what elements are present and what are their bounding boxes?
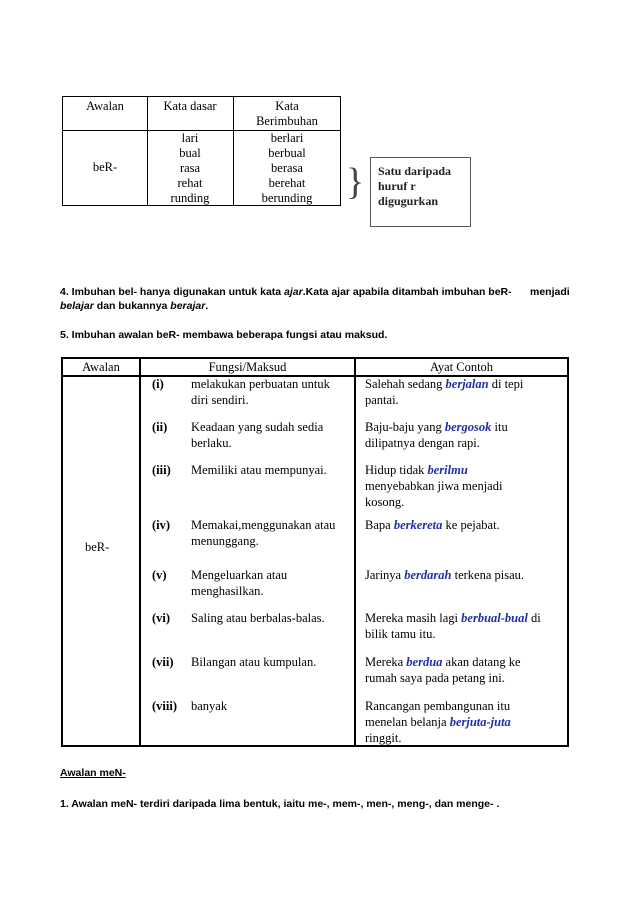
highlighted-word: berilmu [427, 463, 468, 477]
column-divider [354, 359, 356, 745]
kata-dasar-list [147, 131, 233, 206]
text: dan bukannya [93, 300, 171, 312]
row-number: (iv) [152, 518, 171, 532]
paragraph-5: 5. Imbuhan awalan beR- membawa beberapa fungsi atau maksud. [60, 329, 388, 341]
curly-brace-icon: } [346, 161, 365, 203]
text: itu [491, 420, 508, 434]
example-sentence [365, 462, 468, 478]
row-number: (iii) [152, 463, 171, 477]
example-sentence [365, 517, 500, 533]
highlighted-word: berdarah [404, 568, 452, 582]
example-sentence [365, 419, 508, 435]
text: ke pejabat. [442, 518, 500, 532]
example-sentence-cont: rumah saya pada petang ini. [365, 671, 505, 685]
prefix-cell: beR- [92, 160, 118, 174]
paragraph-4-line2 [60, 299, 208, 313]
highlighted-word: berbual-bual [461, 611, 528, 625]
header-kata-berimbuhan: Kata Berimbuhan [256, 99, 318, 128]
fungsi-text: Keadaan yang sudah sedia [191, 420, 324, 434]
highlighted-word: bergosok [444, 420, 492, 434]
fungsi-text: berlaku. [191, 436, 232, 450]
highlighted-word: berkereta [393, 518, 443, 532]
text: di tepi [488, 377, 524, 391]
header-awalan: Awalan [82, 360, 120, 374]
text: Hidup tidak [365, 463, 428, 477]
text: belajar [60, 300, 94, 312]
text: Jarinya [365, 568, 405, 582]
text: akan datang ke [442, 655, 521, 669]
row-number: (viii) [152, 699, 177, 713]
fungsi-text: menghasilkan. [191, 584, 264, 598]
row-number: (vii) [152, 655, 174, 669]
list-item: berasa [271, 161, 303, 175]
example-sentence-cont: ringgit. [365, 731, 402, 745]
fungsi-text: Mengeluarkan atau [191, 568, 288, 582]
list-item: runding [170, 191, 210, 205]
list-item: berlari [270, 131, 304, 145]
fungsi-text: Memiliki atau mempunyai. [191, 463, 327, 477]
fungsi-text: diri sendiri. [191, 393, 249, 407]
fungsi-text: menunggang. [191, 534, 259, 548]
example-sentence [365, 654, 521, 670]
section-heading-men: Awalan meN- [60, 767, 126, 779]
fungsi-text: Memakai,menggunakan atau [191, 518, 336, 532]
callout-note: Satu daripada huruf r digugurkan [370, 157, 471, 227]
example-sentence [365, 610, 541, 626]
example-sentence: Rancangan pembangunan itu [365, 699, 511, 713]
fungsi-text: Bilangan atau kumpulan. [191, 655, 317, 669]
text: di [527, 611, 541, 625]
fungsi-text: banyak [191, 699, 228, 713]
list-item: rasa [179, 161, 201, 175]
list-item: bual [179, 146, 201, 160]
text: Bapa [365, 518, 394, 532]
header-ayat-contoh: Ayat Contoh [429, 360, 494, 374]
text: Baju-baju yang [365, 420, 445, 434]
text: Salehah sedang [365, 377, 446, 391]
list-item: rehat [177, 176, 203, 190]
highlighted-word: berdua [406, 655, 443, 669]
text: Mereka [365, 655, 407, 669]
example-sentence-cont: bilik tamu itu. [365, 627, 436, 641]
text: ajar [284, 286, 303, 298]
example-sentence-cont [365, 714, 511, 730]
text: berajar [170, 300, 206, 312]
list-item: berbual [268, 146, 306, 160]
header-kata-dasar: Kata dasar [163, 99, 217, 113]
column-divider [139, 359, 141, 745]
text: menelan belanja [365, 715, 450, 729]
header-awalan: Awalan [86, 99, 124, 113]
row-number: (v) [152, 568, 167, 582]
table-ber-examples [62, 96, 341, 206]
text: 4. Imbuhan bel- hanya digunakan untuk kata [60, 286, 285, 298]
example-sentence-cont: pantai. [365, 393, 399, 407]
text: .Kata ajar apabila ditambah imbuhan beR- [302, 286, 512, 298]
text: . [205, 300, 209, 312]
list-item: berunding [261, 191, 313, 205]
list-item: berehat [268, 176, 306, 190]
paragraph-4-line1 [60, 285, 512, 299]
table-ber-functions [61, 357, 569, 747]
paragraph-4-menjadi: menjadi [530, 286, 570, 298]
fungsi-text: Saling atau berbalas-balas. [191, 611, 325, 625]
header-fungsi: Fungsi/Maksud [208, 360, 287, 374]
example-sentence [365, 376, 523, 392]
prefix-cell: beR- [85, 540, 110, 554]
example-sentence-cont: kosong. [365, 495, 405, 509]
list-item: lari [181, 131, 199, 145]
text: Mereka masih lagi [365, 611, 462, 625]
fungsi-text: melakukan perbuatan untuk [191, 377, 330, 391]
example-sentence [365, 567, 524, 583]
row-number: (vi) [152, 611, 171, 625]
text: terkena pisau. [451, 568, 525, 582]
row-number: (i) [152, 377, 164, 391]
row-number: (ii) [152, 420, 168, 434]
kata-berimbuhan-list [233, 131, 341, 206]
highlighted-word: berjalan [445, 377, 489, 391]
highlighted-word: berjuta-juta [449, 715, 511, 729]
example-sentence-cont: menyebabkan jiwa menjadi [365, 479, 503, 493]
paragraph-men-1: 1. Awalan meN- terdiri daripada lima bentuk, iaitu me-, mem-, men-, meng-, dan menge- . [60, 798, 500, 810]
example-sentence-cont: dilipatnya dengan rapi. [365, 436, 480, 450]
